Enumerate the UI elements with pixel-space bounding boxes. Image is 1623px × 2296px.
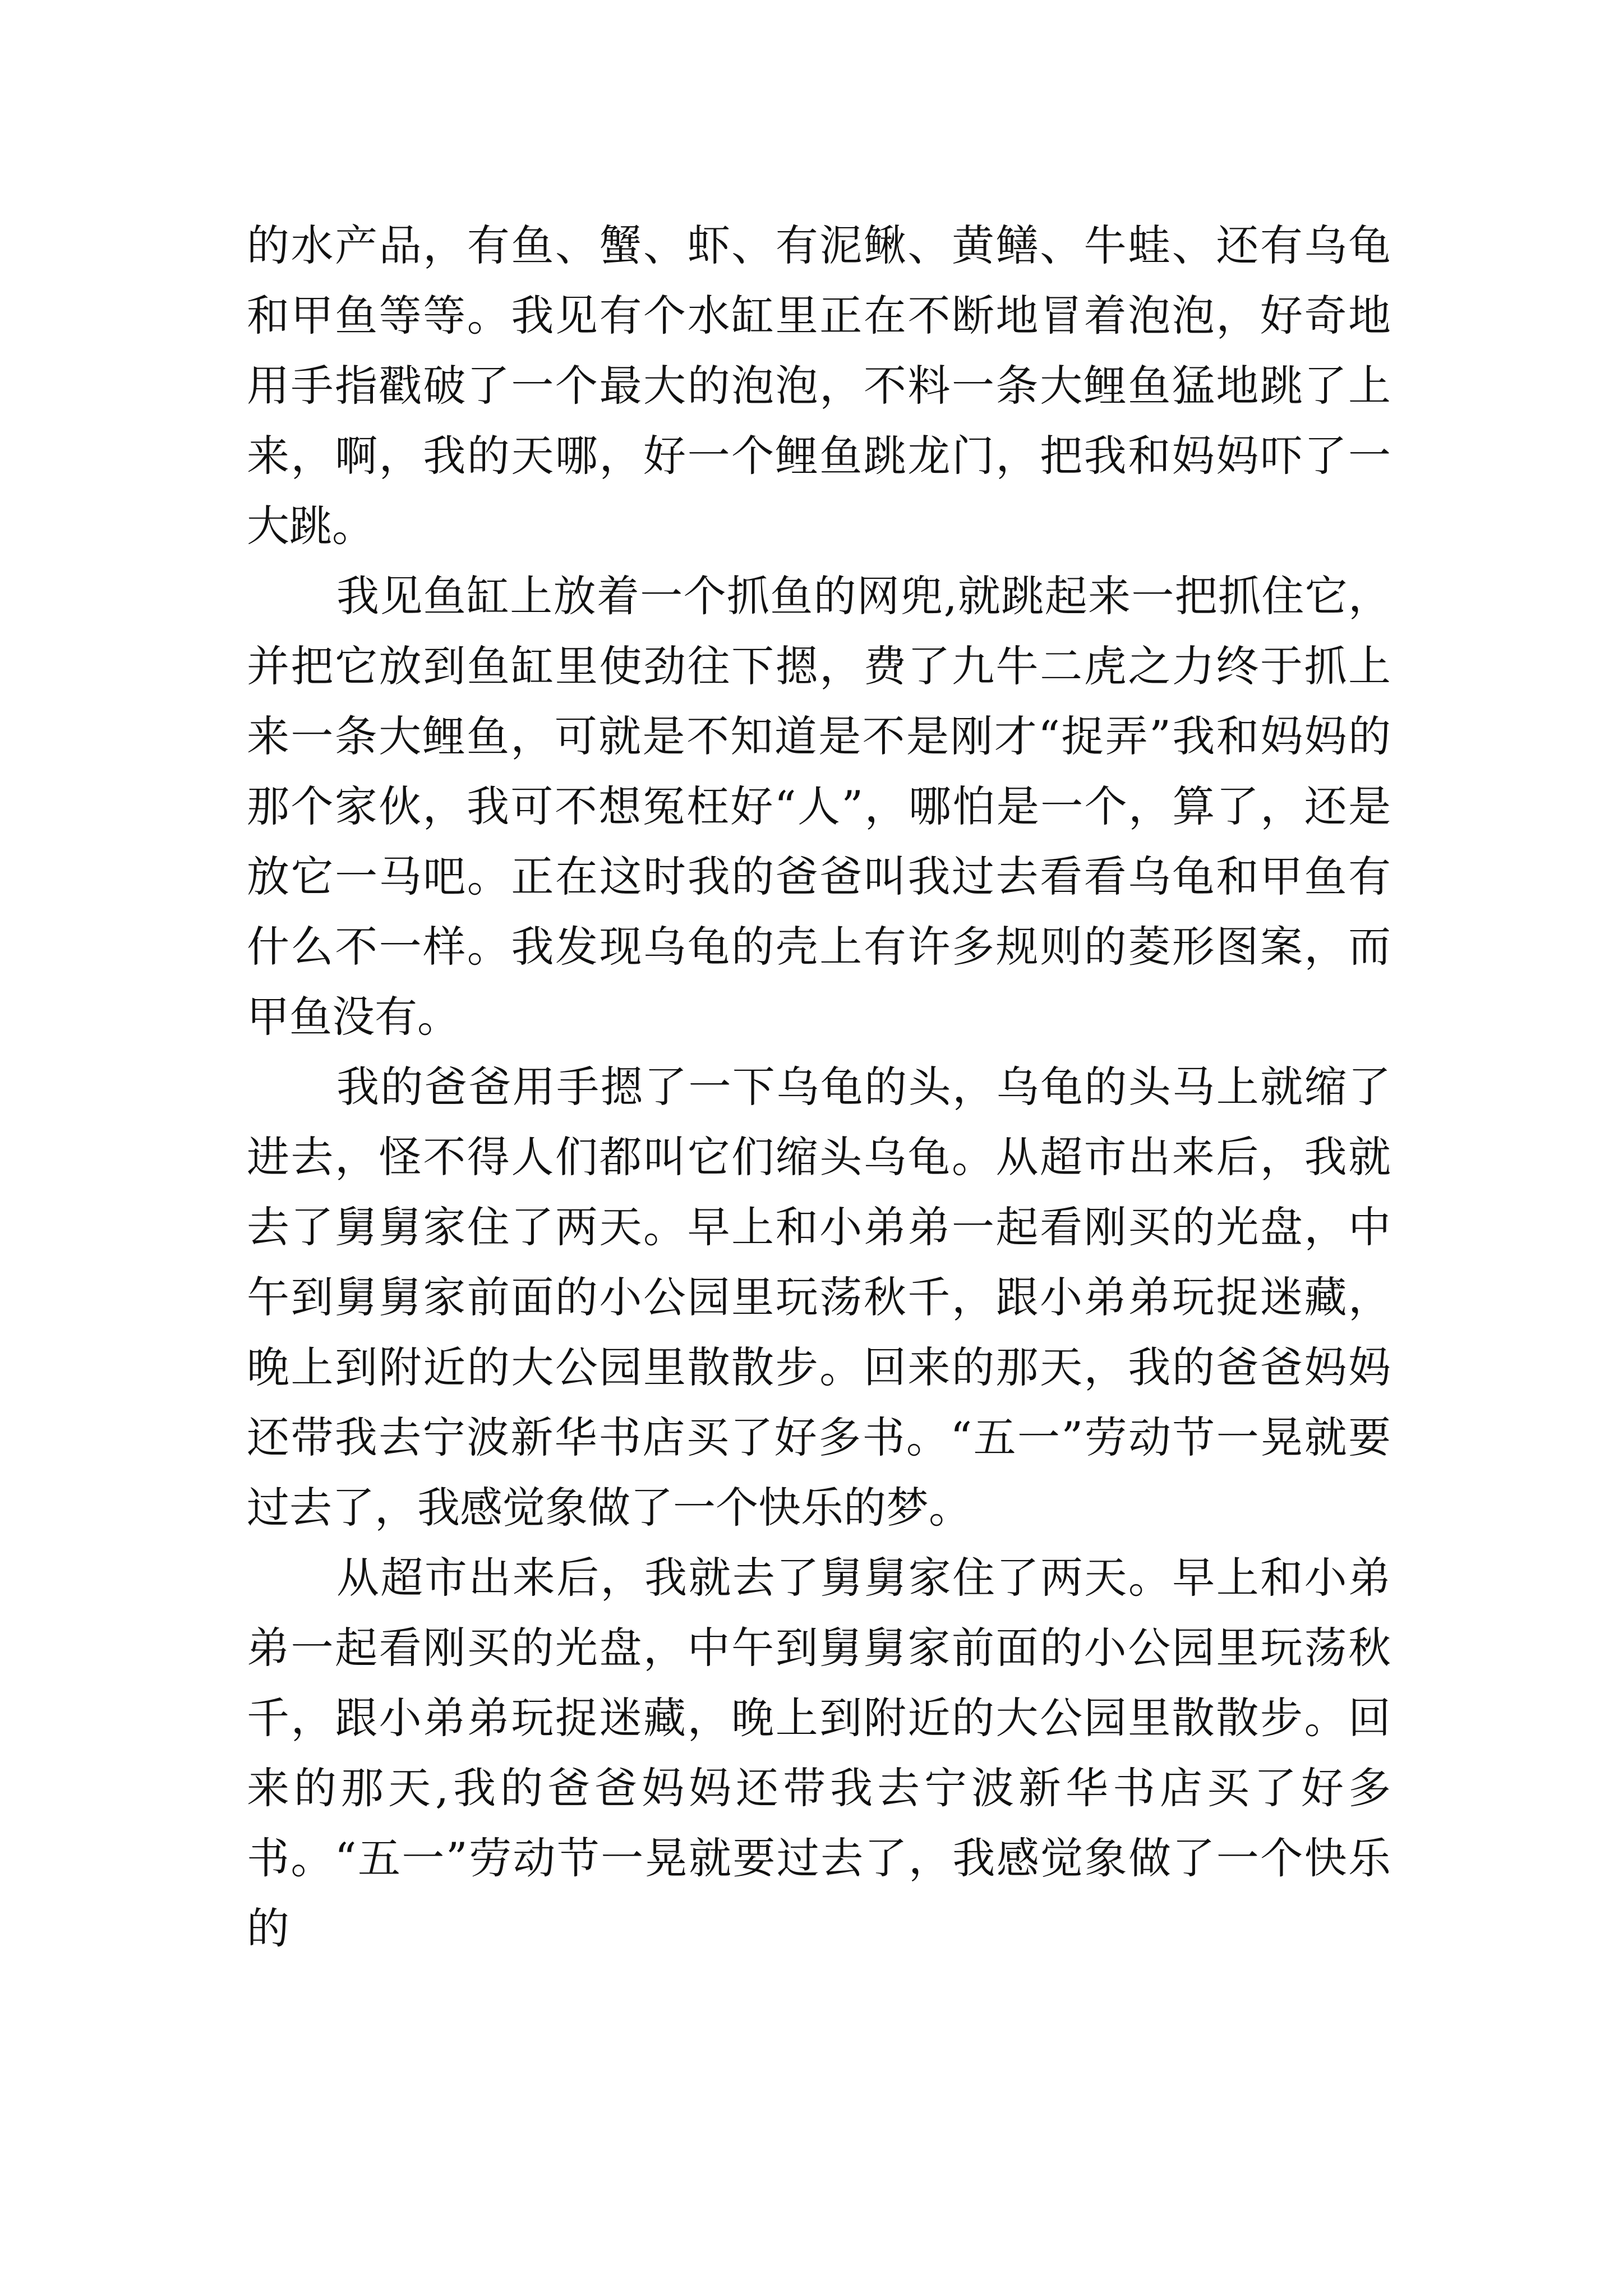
paragraph-1: 的水产品，有鱼、蟹、虾、有泥鳅、黄鳝、牛蛙、还有乌龟和甲鱼等等。我见有个水缸里正在不断地冒着泡泡，好奇地用手指戳破了一个最大的泡泡，不料一条大鲤鱼猛地跳了上来，啊，我的天哪，好一个鲤鱼跳龙门，把我和妈妈吓了一大跳。 (247, 220, 1391, 551)
body-text (247, 210, 1391, 1963)
paragraph-4: 从超市出来后，我就去了舅舅家住了两天。早上和小弟弟一起看刚买的光盘，中午到舅舅家前面的小公园里玩荡秋千，跟小弟弟玩捉迷藏，晚上到附近的大公园里散散步。回来的那天,我的爸爸妈妈还带我去宁波新华书店买了好多书。“五一”劳动节一晃就要过去了，我感觉象做了一个快乐的 (247, 1553, 1391, 1953)
paragraph-3: 我的爸爸用手摁了一下乌龟的头，乌龟的头马上就缩了进去，怪不得人们都叫它们缩头乌龟。从超市出来后，我就去了舅舅家住了两天。早上和小弟弟一起看刚买的光盘，中午到舅舅家前面的小公园里玩荡秋千，跟小弟弟玩捉迷藏，晚上到附近的大公园里散散步。回来的那天，我的爸爸妈妈还带我去宁波新华书店买了好多书。“五一”劳动节一晃就要过去了，我感觉象做了一个快乐的梦。 (247, 1062, 1391, 1533)
paragraph-2: 我见鱼缸上放着一个抓鱼的网兜,就跳起来一把抓住它，并把它放到鱼缸里使劲往下摁，费了九牛二虎之力终于抓上来一条大鲤鱼，可就是不知道是不是刚才“捉弄”我和妈妈的那个家伙，我可不想冤枉好“人”，哪怕是一个，算了，还是放它一马吧。正在这时我的爸爸叫我过去看看乌龟和甲鱼有什么不一样。我发现乌龟的壳上有许多规则的菱形图案，而甲鱼没有。 (247, 571, 1391, 1042)
